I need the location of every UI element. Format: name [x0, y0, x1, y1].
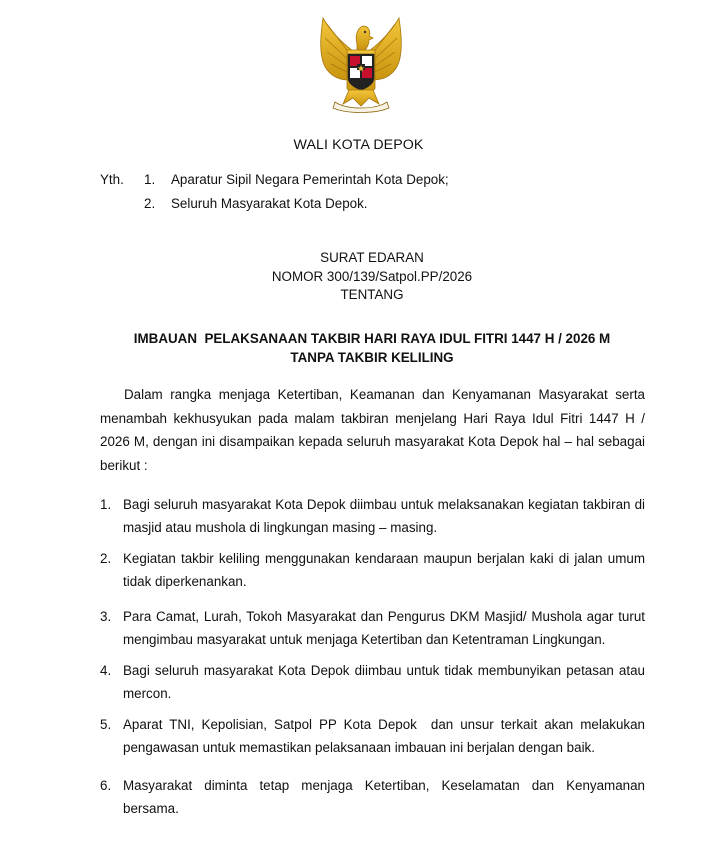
- recipient-number: 2.: [144, 196, 156, 211]
- recipient-row: [100, 171, 620, 195]
- list-item-text: Para Camat, Lurah, Tokoh Masyarakat dan Pengurus DKM Masjid/ Mushola agar turut mengimbau masyarakat untuk menjaga Ketertiban dan Ketentraman Lingkungan.: [123, 609, 645, 647]
- list-item-text: Bagi seluruh masyarakat Kota Depok diimbau untuk melaksanakan kegiatan takbiran di masjid atau mushola di lingkungan masing – masing.: [123, 497, 645, 535]
- recipient-text: Aparatur Sipil Negara Pemerintah Kota Depok;: [171, 172, 449, 187]
- list-item: [100, 713, 649, 759]
- list-item-number: 3.: [100, 609, 112, 624]
- list-item-text: Aparat TNI, Kepolisian, Satpol PP Kota Depok dan unsur terkait akan melakukan pengawasan untuk memastikan pelaksanaan imbauan ini berjalan dengan baik.: [123, 717, 649, 755]
- recipients-block: [100, 171, 620, 219]
- circular-about: TENTANG: [340, 287, 404, 302]
- recipient-text: Seluruh Masyarakat Kota Depok.: [171, 196, 368, 211]
- subject-line-2: TANPA TAKBIR KELILING: [290, 350, 454, 365]
- list-item-text: Masyarakat diminta tetap menjaga Ketertiban, Keselamatan dan Kenyamanan bersama.: [123, 778, 645, 816]
- list-item-number: 5.: [100, 717, 112, 732]
- subject-line-1: IMBAUAN PELAKSANAAN TAKBIR HARI RAYA IDUL FITRI 1447 H / 2026 M: [133, 331, 611, 346]
- list-item: [100, 493, 645, 539]
- garuda-emblem-graphic: [313, 14, 409, 114]
- list-item-number: 1.: [100, 497, 112, 512]
- garuda-pancasila-emblem: [313, 14, 409, 114]
- list-item-number: 2.: [100, 551, 112, 566]
- subject-heading: [0, 329, 717, 367]
- list-item: [100, 659, 645, 705]
- list-item-number: 6.: [100, 778, 112, 793]
- recipient-prefix: Yth.: [100, 172, 124, 187]
- list-item: [100, 774, 645, 820]
- circular-number: NOMOR 300/139/Satpol.PP/2026: [271, 268, 473, 284]
- document-title: WALI KOTA DEPOK: [293, 137, 424, 153]
- circular-type: SURAT EDARAN: [320, 250, 424, 265]
- list-item: [100, 547, 645, 593]
- list-item-number: 4.: [100, 663, 112, 678]
- recipient-row: [100, 195, 620, 219]
- list-item: [100, 605, 645, 651]
- list-item-text: Kegiatan takbir keliling menggunakan kendaraan maupun berjalan kaki di jalan umum tidak diperkenankan.: [123, 551, 645, 589]
- list-item-text: Bagi seluruh masyarakat Kota Depok diimbau untuk tidak membunyikan petasan atau mercon.: [123, 663, 645, 701]
- circular-header: [0, 249, 717, 305]
- intro-paragraph: Dalam rangka menjaga Ketertiban, Keamanan dan Kenyamanan Masyarakat serta menambah kekhusyukan pada malam takbiran menjelang Hari Raya Idul Fitri 1447 H / 2026 M, dengan ini disampaikan kepada seluruh masyarakat Kota Depok hal – hal sebagai berikut :: [100, 387, 645, 473]
- recipient-number: 1.: [144, 172, 156, 187]
